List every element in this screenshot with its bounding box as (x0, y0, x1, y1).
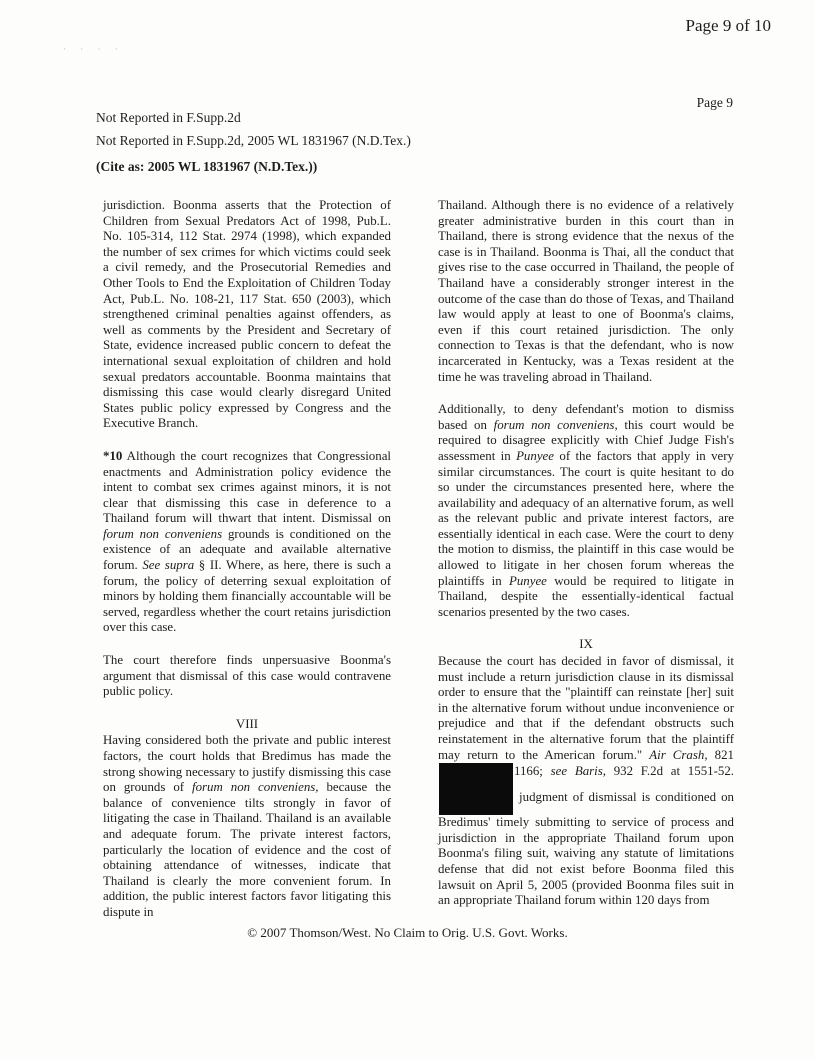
copyright-footer: © 2007 Thomson/West. No Claim to Orig. U.S. Govt. Works. (247, 925, 568, 940)
paragraph: Thailand. Although there is no evidence of a relatively greater administrative burden in this court than in Thailand, there is strong evidence that the nexus of the case is in Thailand. Boonma is Thai, all the conduct that gives rise to the case occurred in Thailand, the people of Thailand have a considerably stronger interest in the outcome of the case than do those of Texas, and Thailand law would apply at least to one of Boonma's claims, even if this court retained jurisdiction. The only connection to Texas is that the defendant, who is now incarcerated in Kentucky, was a Texas resident at the time he was traveling abroad in Thailand. (438, 198, 734, 384)
redaction-box (439, 763, 513, 789)
scan-specks: · · · · (63, 44, 124, 54)
section-heading-viii: VIII (235, 716, 259, 731)
left-column (103, 198, 391, 938)
paragraph: Having considered both the private and public interest factors, the court holds that Bredimus has made the strong showing necessary to justify dismissing this case on grounds of forum non conveniens, because the balance of convenience tilts strongly in favor of litigating the case in Thailand. Thailand is an available and adequate forum. The private interest factors, particularly the location of evidence and the cost of obtaining attendance of witnesses, indicate that Thailand is clearly the more convenient forum. In addition, the public interest factors favor litigating this dispute in (103, 733, 391, 919)
cite-as-line: (Cite as: 2005 WL 1831967 (N.D.Tex.)) (96, 159, 318, 174)
citation-line: Not Reported in F.Supp.2d, 2005 WL 1831967 (N.D.Tex.) (96, 133, 411, 148)
star-page-marker: *10 (103, 448, 123, 463)
paragraph: *10 Although the court recognizes that Congressional enactments and Administration policy evidence the intent to combat sex crimes against minors, it is not clear that dismissing this case in deference to a Thailand forum will thwart that intent. Dismissal on forum non conveniens grounds is conditioned on the existence of an adequate and available alternative forum. See supra § II. Where, as here, there is such a forum, the policy of deterring sexual exploitation of minors by holding them financially accountable will be served, regardless whether the court retains jurisdiction over this case. (103, 448, 391, 635)
print-page-counter: Page 9 of 10 (685, 16, 771, 35)
redaction-box (439, 789, 513, 815)
section-heading-ix: IX (579, 637, 593, 652)
document-page-number: Page 9 (696, 95, 733, 110)
paragraph: Because the court has decided in favor of dismissal, it must include a return jurisdiction clause in its dismissal order to ensure that the "plaintiff can reinstate [her] suit in the alternative forum without undue inconvenience or prejudice and that if the defendant obstructs such reinstatement in the alternative forum that the plaintiff may return to the American forum." Air Crash, 8211166; see Baris, 932 F.2d at 1551-52. judgment of dismissal is conditioned on Bredimus' timely submitting to service of process and jurisdiction in the appropriate Thailand forum upon Boonma's filing suit, waiving any statute of limitations defense that did not exist before Boonma filed this lawsuit on April 5, 2005 (provided Boonma files suit in an appropriate Thailand forum within 120 days from (438, 654, 734, 908)
paragraph: Additionally, to deny defendant's motion to dismiss based on forum non conveniens, this court would be required to disagree explicitly with Chief Judge Fish's assessment in Punyee of the factors that apply in very similar circumstances. The court is quite hesitant to do so under the circumstances presented here, where the availability and adequacy of an alternative forum, as well as the relevant public and private interest factors, are essentially identical in each case. Were the court to deny the motion to dismiss, the plaintiff in this case would be allowed to litigate in her chosen forum whereas the plaintiffs in Punyee would be required to litigate in Thailand, despite the essentially-identical factual scenarios presented by the two cases. (438, 402, 735, 619)
reporter-line: Not Reported in F.Supp.2d (96, 110, 241, 125)
right-column (438, 198, 734, 926)
paragraph: jurisdiction. Boonma asserts that the Protection of Children from Sexual Predators Act of 1998, Pub.L. No. 105-314, 112 Stat. 2974 (1998), which expanded the number of sex crimes for which victims could seek a civil remedy, and the Prosecutorial Remedies and Other Tools to End the Exploitation of Children Today Act, Pub.L. No. 108-21, 117 Stat. 650 (2003), which strengthened criminal penalties against offenders, as well as comments by the President and Secretary of State, evidence increased public concern to defeat the international sexual exploitation of children and hold sexual predators accountable. Boonma maintains that dismissing this case would clearly disregard United States public policy expressed by Congress and the Executive Branch. (103, 198, 391, 431)
paragraph: The court therefore finds unpersuasive Boonma's argument that dismissal of this case would contravene public policy. (103, 653, 391, 699)
